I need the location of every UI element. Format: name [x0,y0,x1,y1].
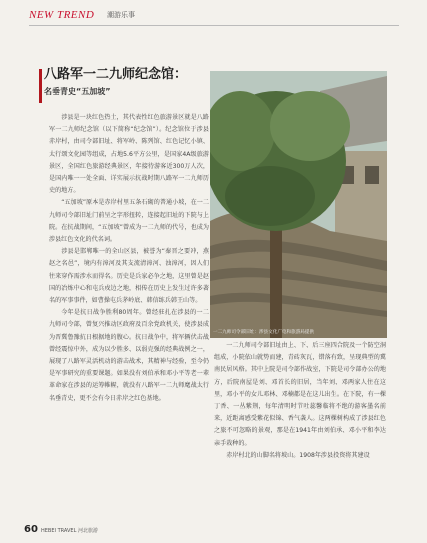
article-right-column [214,340,386,462]
paragraph: 今年是抗日战争胜利80周年。曾经驻扎在涉县的一二九师司令部，曾复兴推动区政府及百余党政机关，使涉县成为晋冀鲁豫抗日根据地的腹心。抗日战争中，将军辆伏击战曾经震惊中外，成为以少胜多、以弱克强的经典战例之一，展现了八路军灵活机动的游击战术，其精神与经验，至今仍是军事研究的重要课题。如果没有刘伯承和邓小平等老一辈革命家在涉县的运筹帷幄，就没有八路军一二九师麾战太行名垂青史，更不会有今日赤岸之红色基地。 [49,309,209,402]
brand-title: NEW TREND [29,9,95,21]
headquarters-photo [210,71,387,338]
article-subtitle: 名垂青史“五加坡” [44,87,111,96]
page-number: 60 [24,524,38,535]
section-title: 潮游乐事 [107,11,135,19]
courtyard-illustration [210,71,387,338]
title-accent-bar [39,69,42,103]
paragraph: 涉县是邯郸唯一的全山区县，被誉为“秦晋之要冲，燕赵之名邑”，境内有漳河及其支流清漳河、浊漳河，因人们往来穿作需涉水而得名。历史是兵家必争之地，这里曾是赵国的冶炼中心和屯兵戍边之地，相传在历史上发生过许多著名的军事事件，如曹操屯兵茅岭底、韩信练兵韩王山等。 [49,248,209,305]
header-divider [29,25,399,26]
paragraph: 一二九师司令部旧址由上、下、后三座四合院及一个防空洞组成，小院依山就势而建，青砖灰瓦，错落有致，呈现典型的冀南民居风格。其中上院是司令部作战室，下院是司令部办公的地方，后院南屋是刘、邓首长的旧居，当年刘、邓两家人住在这里，邓小平的女儿邓林、邓楠都是在这儿出生。在下院，有一棵丁香、一丛紫荆，每年清明时节吐蕊馨临将不绝的游客墨名前来，近距离感受紫花似锦、香气袭人。这两棵树构成了涉县红色之旅不可忽略的景观，那是在1941年由刘伯承、邓小平和李达亲手栽种的。 [214,342,386,447]
page-footer [24,524,404,536]
article-left-column [49,112,209,405]
paragraph: 涉县是一块红色热土，其代表性红色旅游景区就是八路军一二九师纪念馆（以下简称“纪念馆”）。纪念馆位于涉县赤岸村，由司令部旧址、将军岭、陈列馆、红色记忆小镇、太行颂文化园等组成，占地5.6平方公里，是国家4A级旅游景区，全国红色旅游经典景区，年接待游客近300万人次，是国内唯一一处全面、详实展示抗战时期八路军一二九师历史的地方。 [49,114,209,195]
page-header [29,9,409,23]
publication-name: HEBEI TRAVEL 河北旅游 [41,528,98,534]
paragraph: “五加坡”原本是赤岸村里五条石砌的普通小坡，在一二九师司令部旧址门前呈之字形扭转，连接起旧址的下院与上院。在抗战期间，“五加坡”曾成为一二九师的代号，也成为涉县红色文化的代名词。 [49,199,209,244]
article-title: 八路军一二九师纪念馆： [44,67,188,82]
paragraph: 赤岸村北的山脚名将坡山。1908年涉县投资将其建设 [226,451,370,459]
photo-caption: 一二九师司令部旧址：涉县文化广电和旅游局提供 [213,330,315,335]
